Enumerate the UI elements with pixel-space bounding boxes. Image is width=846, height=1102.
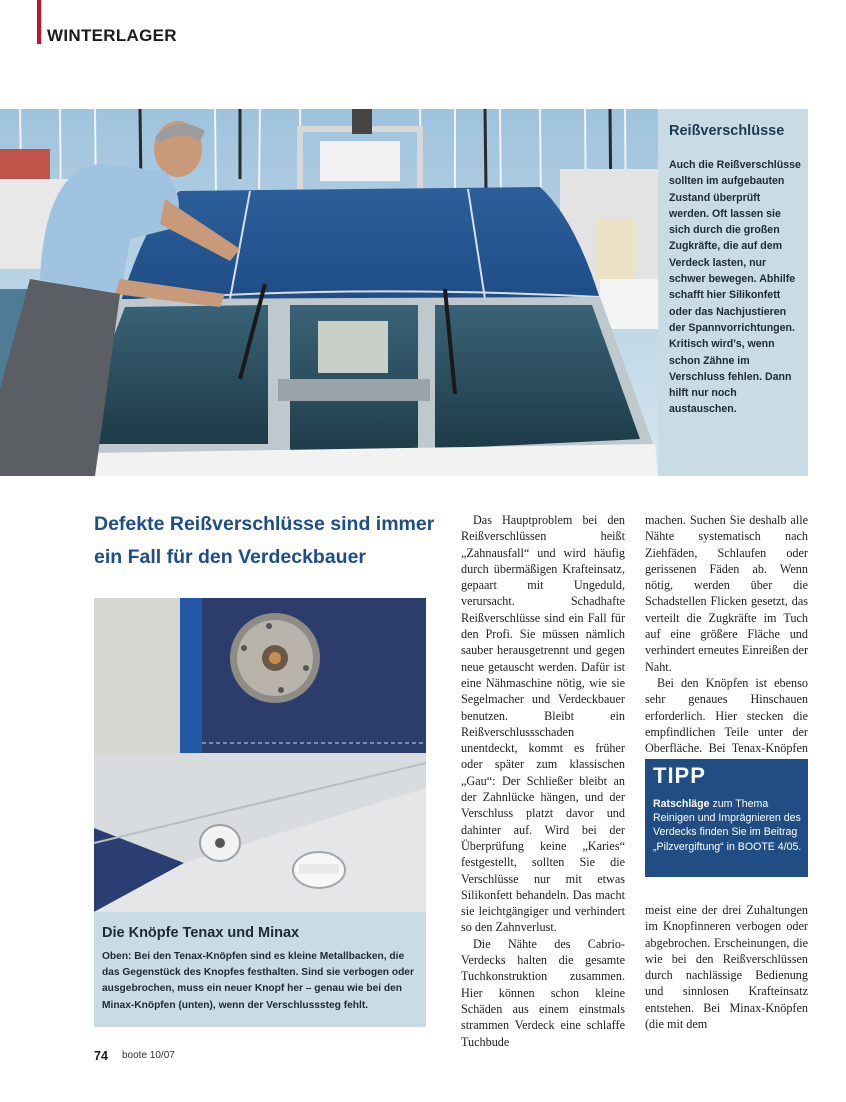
tipp-lead: Ratschläge — [653, 798, 710, 810]
tipp-title: TIPP — [653, 763, 706, 788]
section-label: WINTERLAGER — [47, 26, 177, 45]
sidebar-body: Auch die Reißverschlüsse sollten im aufgebauten Zustand überprüft werden. Oft lassen sie sich durch die großen Zugkräfte, die auf dem Verdeck lasten, nur schwer bewegen. Abhilfe schafft hier Silikonfett oder das Nachjustieren der Spannvorrichtungen. Kritisch wird’s, wenn schon Zähne im Verschluss fehlen. Dann hilft nur noch austauschen. — [669, 159, 801, 416]
paragraph: machen. Suchen Sie deshalb alle Nähte systematisch nach Ziehfäden, Schlaufen oder gerissenen Fäden ab. Wenn nötig, werden über die Schadstellen Flicken gesetzt, das verteilt die Zugkräfte im Tuch auf eine größere Fläche und verhindert erneutes Einreißen der Naht. — [645, 513, 808, 674]
tipp-body — [653, 797, 803, 854]
tipp-box — [645, 759, 808, 877]
sidebar-info-box — [658, 109, 808, 476]
page-number: 74 — [94, 1049, 108, 1063]
paragraph: meist eine der drei Zuhaltungen im Knopfinneren verbogen oder abgebrochen. Erscheinungen, die wie bei den Reißverschlüssen durch nachlässige Bedienung und sinnlosen Krafteinsatz entstehen. Bei Minax-Knöpfen (die mit dem — [645, 903, 808, 1032]
article-headline: Defekte Reißverschlüsse sind immer ein Fall für den Verdeckbauer — [94, 513, 435, 568]
photo-caption-box — [94, 912, 426, 1027]
paragraph: Das Hauptproblem bei den Reißverschlüssen heißt „Zahnausfall“ und wird häufig durch übermäßigen Krafteinsatz, gepaart mit Ungeduld, verursacht. Schadhafte Reißverschlüsse sind ein Fall für den Profi. Sie müssen nämlich sauber herausgetrennt und gegen neue getauscht werden. Dafür ist eine Nähmaschine nötig, wie sie Segelmacher und Verdeckbauer benutzen. Bleibt ein Reißverschlussschaden unentdeckt, kommt es früher oder später zum klassischen „Gau“: Der Schließer bleibt an der Zahnlücke hängen, und der Verschluss platzt davor und dahinter auf. Wird bei der Überprüfung keine „Karies“ festgestellt, sollten Sie die Verschlüsse nur mit etwas Silikonfett behandeln. Das macht sie leichtgängiger und verhindert so den Zahnverlust. — [461, 513, 625, 935]
article-column-right-top — [645, 512, 808, 773]
detail-photo-buttons — [94, 598, 426, 912]
paragraph: Die Nähte des Cabrio-Verdecks halten die gesamte Tuchkonstruktion zusammen. Hier können schon kleine Schäden aus einem einstmals strammen Verdeck eine schlaffe Tuchbude — [461, 936, 625, 1049]
magazine-reference: boote 10/07 — [122, 1050, 175, 1061]
paragraph: Bei den Knöpfen ist ebenso sehr genaues Hinschauen erforderlich. Hier stecken die empfindlichen Teile unter der Oberfläche. Bei Tenax-Knöpfen — [645, 675, 808, 756]
article-column-middle — [461, 512, 625, 1050]
sidebar-title: Reißverschlüsse — [669, 123, 785, 139]
tipp-text: zum Thema Reinigen und Imprägnieren des Verdecks finden Sie im Beitrag „Pilzvergiftung“ in BOOTE 4/05. — [653, 798, 802, 853]
section-accent-bar — [37, 0, 41, 44]
main-photo-boat-canopy — [0, 109, 658, 476]
article-column-right-bottom — [645, 902, 808, 1032]
caption-title: Die Knöpfe Tenax und Minax — [102, 925, 300, 941]
caption-body: Oben: Bei den Tenax-Knöpfen sind es kleine Metallbacken, die das Gegenstück des Knopfes festhalten. Sind sie verbogen oder ausgebrochen, muss ein neuer Knopf her – genau wie bei den Minax-Knöpfen (unten), wenn der Verschlusssteg fehlt. — [102, 951, 414, 1011]
